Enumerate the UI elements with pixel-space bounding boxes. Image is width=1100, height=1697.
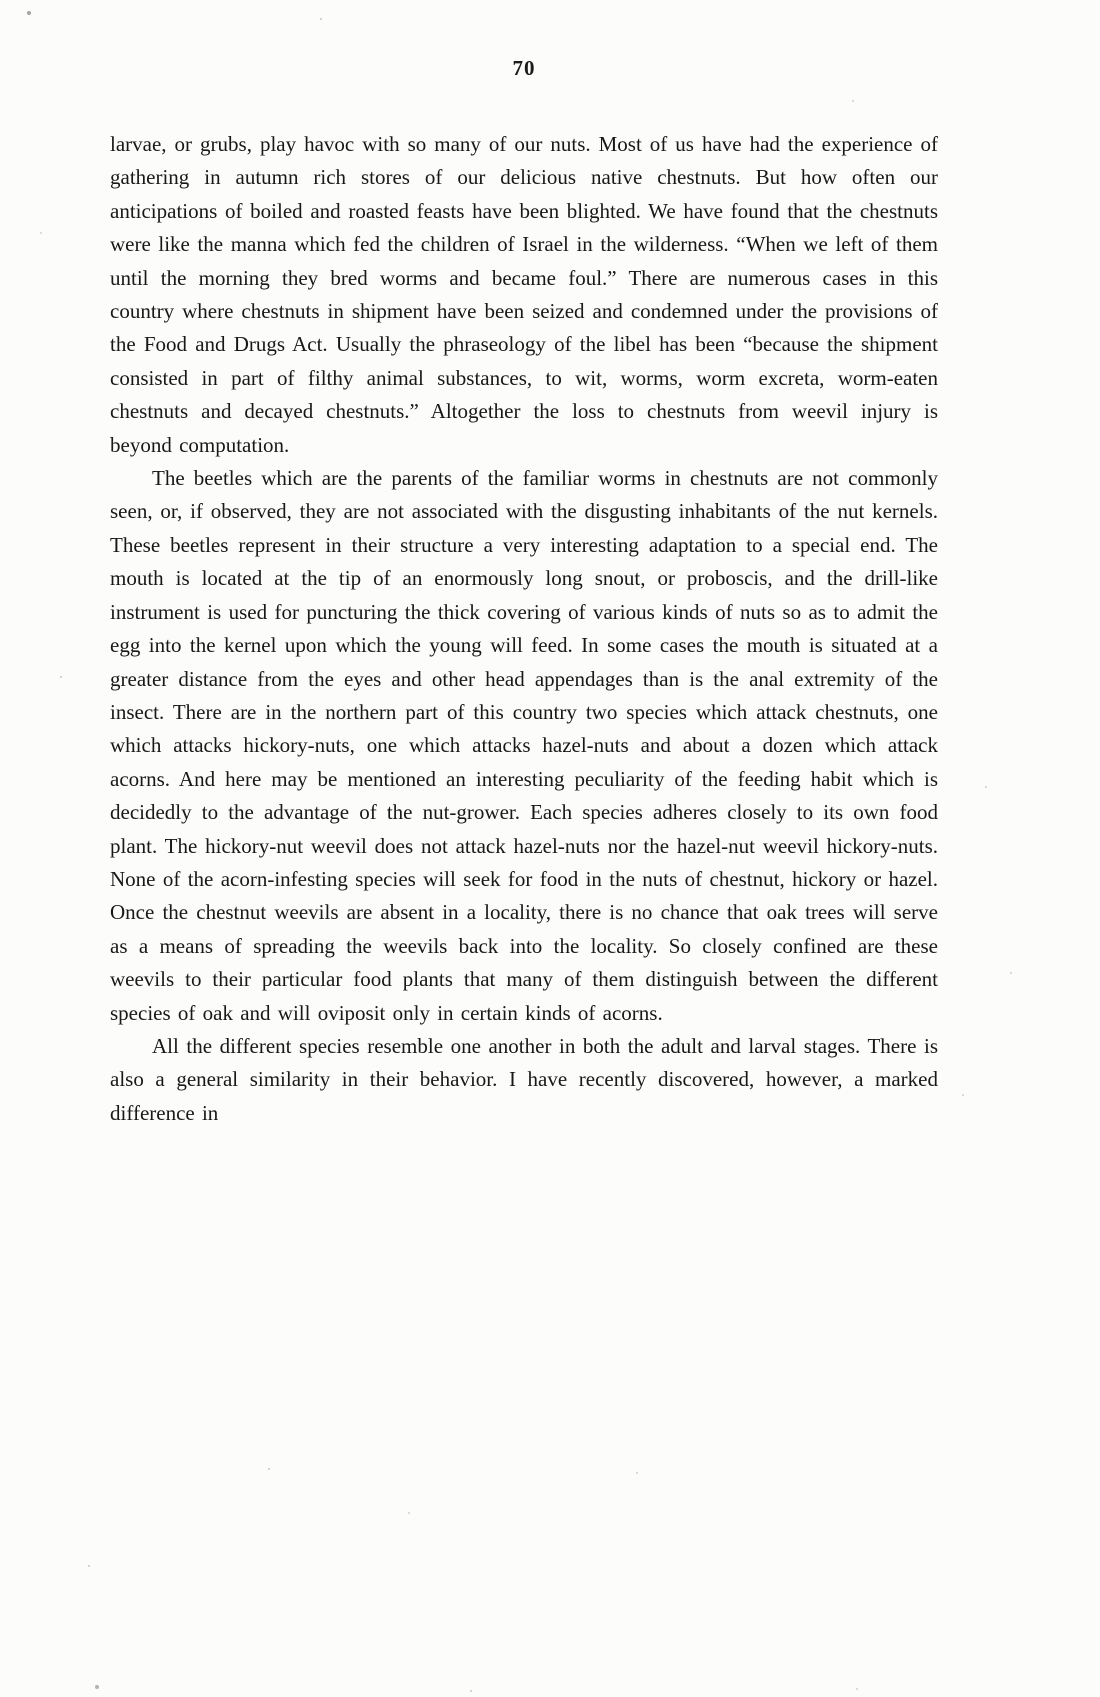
paragraph: The beetles which are the parents of the familiar worms in chestnuts are not commonly seen, or, if observed, they are not associated with the disgusting inhabitants of the nut kernels. These beetles represent in their structure a very interesting adaptation to a special end. The mouth is located at the tip of an enormously long snout, or proboscis, and the drill-like instrument is used for puncturing the thick covering of various kinds of nuts so as to admit the egg into the kernel upon which the young will feed. In some cases the mouth is situated at a greater distance from the eyes and other head appendages than is the anal extremity of the insect. There are in the northern part of this country two species which attack chestnuts, one which attacks hickory-nuts, one which attacks hazel-nuts and about a dozen which attack acorns. And here may be mentioned an interesting peculiarity of the feeding habit which is decidedly to the advantage of the nut-grower. Each species adheres closely to its own food plant. The hickory-nut weevil does not attack hazel-nuts nor the hazel-nut weevil hickory-nuts. None of the acorn-infesting species will seek for food in the nuts of chestnut, hickory or hazel. Once the chestnut weevils are absent in a locality, there is no chance that oak trees will serve as a means of spreading the weevils back into the locality. So closely confined are these weevils to their particular food plants that many of them distinguish between the different species of oak and will oviposit only in certain kinds of acorns.: [110, 466, 938, 1025]
body-text: [110, 128, 938, 1130]
paragraph: larvae, or grubs, play havoc with so many of our nuts. Most of us have had the experience of gathering in autumn rich stores of our delicious native chestnuts. But how often our anticipations of boiled and roasted feasts have been blighted. We have found that the chestnuts were like the manna which fed the children of Israel in the wilderness. “When we left of them until the morning they bred worms and became foul.” There are numerous cases in this country where chestnuts in shipment have been seized and condemned under the provisions of the Food and Drugs Act. Usually the phraseology of the libel has been “because the shipment consisted in part of filthy animal substances, to wit, worms, worm excreta, worm-eaten chestnuts and decayed chestnuts.” Altogether the loss to chestnuts from weevil injury is beyond computation.: [110, 132, 938, 457]
scan-noise: [0, 0, 2, 2]
page-number: 70: [512, 56, 536, 80]
paragraph: All the different species resemble one another in both the adult and larval stages. There is also a general similarity in their behavior. I have recently discovered, however, a marked difference in: [110, 1033, 938, 1125]
